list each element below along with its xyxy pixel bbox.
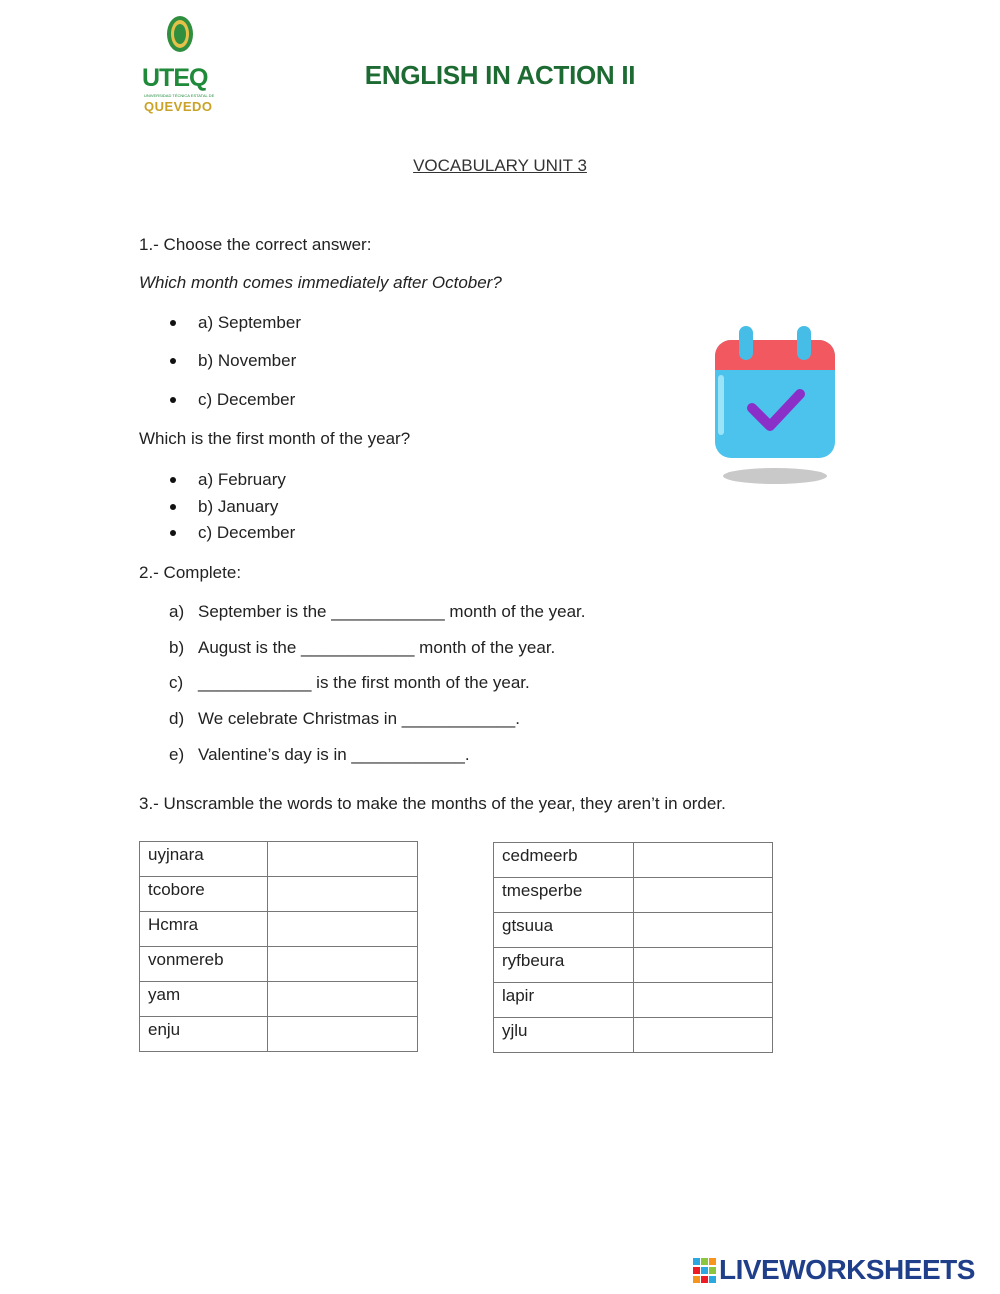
complete-item[interactable] <box>169 709 649 729</box>
answer-cell[interactable] <box>634 878 773 913</box>
question-1: Which month comes immediately after October? <box>139 273 502 292</box>
answer-cell[interactable] <box>634 1018 773 1053</box>
table-row <box>140 1017 418 1052</box>
answer-cell[interactable] <box>634 913 773 948</box>
section2-heading: 2.- Complete: <box>139 563 242 582</box>
page-title: ENGLISH IN ACTION II <box>364 60 636 90</box>
item-letter: a) <box>169 602 185 621</box>
item-text: Valentine’s day is in ____________. <box>198 745 470 764</box>
table-row <box>494 843 773 878</box>
table-row <box>494 948 773 983</box>
uteq-logo <box>140 14 224 114</box>
item-letter: c) <box>169 673 184 692</box>
option-item[interactable] <box>170 497 470 517</box>
bullet-icon <box>170 477 176 483</box>
scrambled-word: tmesperbe <box>494 878 634 913</box>
answer-cell[interactable] <box>634 983 773 1018</box>
liveworksheets-logo[interactable] <box>693 1254 993 1286</box>
table-row <box>140 982 418 1017</box>
complete-item[interactable] <box>169 673 649 693</box>
scrambled-word: yjlu <box>494 1018 634 1053</box>
logo-subtext: UNIVERSIDAD TÉCNICA ESTATAL DE <box>144 93 215 98</box>
item-letter: d) <box>169 709 185 728</box>
option-item[interactable] <box>170 351 470 371</box>
table-row <box>494 1018 773 1053</box>
option-item[interactable] <box>170 470 470 490</box>
answer-cell[interactable] <box>268 947 418 982</box>
answer-cell[interactable] <box>268 912 418 947</box>
item-text: August is the ____________ month of the year. <box>198 638 556 657</box>
bullet-icon <box>170 358 176 364</box>
table-row <box>140 912 418 947</box>
scrambled-word: tcobore <box>140 877 268 912</box>
item-text: September is the ____________ month of the year. <box>198 602 586 621</box>
option-item[interactable] <box>170 390 470 410</box>
liveworksheets-mark-icon <box>693 1258 717 1284</box>
logo-city: QUEVEDO <box>144 99 213 114</box>
logo-text: UTEQ <box>142 64 208 92</box>
item-text: We celebrate Christmas in ____________. <box>198 709 520 728</box>
option-item[interactable] <box>170 313 470 333</box>
page-subtitle: VOCABULARY UNIT 3 <box>413 156 587 175</box>
question-2: Which is the first month of the year? <box>139 429 411 448</box>
bullet-icon <box>170 530 176 536</box>
logo-emblem-icon <box>140 14 224 66</box>
scrambled-word: yam <box>140 982 268 1017</box>
answer-cell[interactable] <box>634 948 773 983</box>
item-letter: b) <box>169 638 185 657</box>
option-label: a) February <box>198 470 286 489</box>
scrambled-word: cedmeerb <box>494 843 634 878</box>
scrambled-word: vonmereb <box>140 947 268 982</box>
scrambled-word: lapir <box>494 983 634 1018</box>
unscramble-table-right <box>493 842 773 1053</box>
bullet-icon <box>170 504 176 510</box>
scrambled-word: uyjnara <box>140 842 268 877</box>
answer-cell[interactable] <box>634 843 773 878</box>
item-letter: e) <box>169 745 185 764</box>
complete-item[interactable] <box>169 745 649 765</box>
scrambled-word: enju <box>140 1017 268 1052</box>
scrambled-word: Hcmra <box>140 912 268 947</box>
complete-item[interactable] <box>169 602 649 622</box>
item-text: ____________ is the first month of the year. <box>198 673 530 692</box>
option-label: b) January <box>198 497 279 516</box>
table-row <box>140 842 418 877</box>
unscramble-table-left <box>139 841 418 1052</box>
complete-item[interactable] <box>169 638 649 658</box>
option-label: a) September <box>198 313 301 332</box>
scrambled-word: ryfbeura <box>494 948 634 983</box>
section1-heading: 1.- Choose the correct answer: <box>139 235 372 254</box>
table-row <box>494 983 773 1018</box>
option-label: c) December <box>198 523 296 542</box>
option-label: c) December <box>198 390 296 409</box>
answer-cell[interactable] <box>268 842 418 877</box>
answer-cell[interactable] <box>268 1017 418 1052</box>
option-item[interactable] <box>170 523 470 543</box>
answer-cell[interactable] <box>268 982 418 1017</box>
table-row <box>140 947 418 982</box>
brand-name: LIVEWORKSHEETS <box>719 1254 975 1285</box>
table-row <box>494 913 773 948</box>
calendar-check-icon <box>710 320 840 490</box>
bullet-icon <box>170 320 176 326</box>
scrambled-word: gtsuua <box>494 913 634 948</box>
bullet-icon <box>170 397 176 403</box>
table-row <box>494 878 773 913</box>
answer-cell[interactable] <box>268 877 418 912</box>
option-label: b) November <box>198 351 297 370</box>
table-row <box>140 877 418 912</box>
section3-heading: 3.- Unscramble the words to make the months of the year, they aren’t in order. <box>139 794 726 813</box>
